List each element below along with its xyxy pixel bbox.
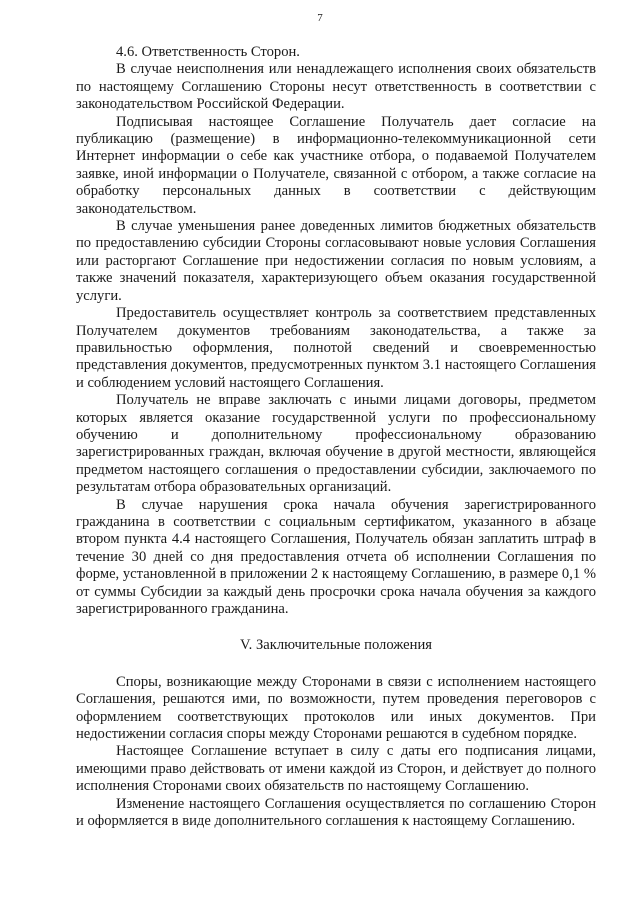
paragraph-contract-restriction: Получатель не вправе заключать с иными лицами договоры, предметом которых является оказание государственной услуги по профессиональному обучению и дополнительному профессиональному образованию зарегистрированных граждан, включая обучение в другой местности, являющейся предметом настоящего соглашения о предоставлении субсидии, заключаемого по результатам отбора образовательных организаций. [76,392,596,496]
paragraph-budget-limits: В случае уменьшения ранее доведенных лимитов бюджетных обязательств по предоставлению субсидии Стороны согласовывают новые условия Соглашения или расторгают Соглашение при недостижении согласия по новым условиям, а также значений показателя, характеризующего объем оказания государственной услуги. [76,218,596,304]
paragraph-penalty: В случае нарушения срока начала обучения зарегистрированного гражданина в соответствии с социальным сертификатом, указанного в абзаце втором пункта 4.4 настоящего Соглашения, Получатель обязан заплатить штраф в течение 30 дней со дня предоставления отчета об исполнении Соглашения по форме, установленной в приложении 2 к настоящему Соглашению, в размере 0,1 % от суммы Субсидии за каждый день просрочки срока начала обучения за каждого зарегистрированного гражданина. [76,496,596,617]
section-4-6-title: 4.6. Ответственность Сторон. [116,44,300,60]
paragraph-control: Предоставитель осуществляет контроль за соответствием представленных Получателем документов требованиям законодательства, а также за правильностью оформления, полнотой сведений и своевременностью представления документов, предусмотренных пунктом 3.1 настоящего Соглашения и соблюдением условий настоящего Соглашения. [76,305,596,391]
page-number: 7 [317,12,323,24]
paragraph-disputes: Споры, возникающие между Сторонами в связи с исполнением настоящего Соглашения, решаются ими, по возможности, путем проведения переговоров с оформлением соответствующих протоколов или иных документов. При недостижении согласия споры между Сторонами решаются в судебном порядке. [76,673,596,743]
section-5-title: V. Заключительные положения [240,637,432,654]
paragraph-amendments: Изменение настоящего Соглашения осуществляется по соглашению Сторон и оформляется в виде дополнительного соглашения к настоящему Соглашению. [76,795,596,830]
paragraph-liability: В случае неисполнения или ненадлежащего исполнения своих обязательств по настоящему Соглашению Стороны несут ответственность в соответствии с законодательством Российской Федерации. [76,61,596,113]
paragraph-publication-consent: Подписывая настоящее Соглашение Получатель дает согласие на публикацию (размещение) в информационно-телекоммуникационной сети Интернет информации о себе как участнике отбора, о подаваемой Получателем заявке, иной информации о Получателе, связанной с отбором, а также согласие на обработку персональных данных в соответствии с действующим законодательством. [76,113,596,217]
document-body [76,44,596,830]
paragraph-entry-into-force: Настоящее Соглашение вступает в силу с даты его подписания лицами, имеющими право действовать от имени каждой из Сторон, и действует до полного исполнения Сторонами своих обязательств по настоящему Соглашению. [76,743,596,795]
